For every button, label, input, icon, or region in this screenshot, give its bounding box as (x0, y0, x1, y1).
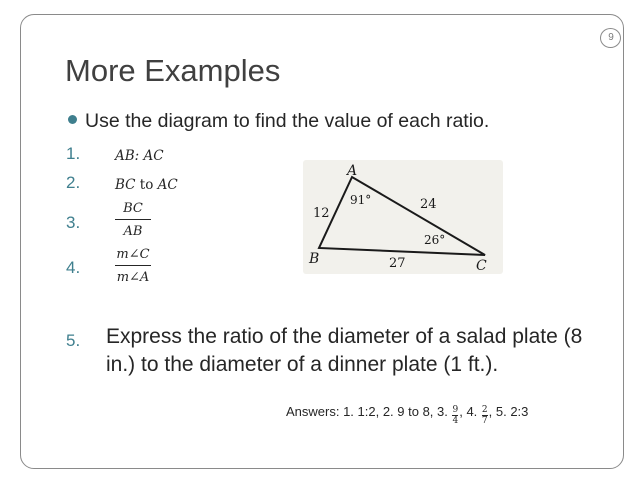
item-2-part-c: AC (157, 177, 178, 193)
item-1-ratio: AB: AC (115, 148, 164, 164)
angle-c-label: 26° (424, 233, 446, 247)
answer-3-denominator: 4 (452, 416, 459, 426)
problem-5-text: Express the ratio of the diameter of a salad plate (8 in.) to the diameter of a dinner plate (1 ft.). (106, 325, 583, 376)
intro-text: Use the diagram to find the value of each ratio. (85, 110, 490, 132)
item-number-2: 2. (66, 173, 81, 192)
vertex-b-label: B (309, 251, 320, 267)
intro-bullet (68, 110, 489, 133)
item-number-4: 4. (66, 258, 81, 277)
item-2-part-a: BC (115, 177, 136, 193)
item-number-5: 5. (66, 331, 81, 350)
side-ab-label: 12 (313, 206, 330, 221)
side-ac-label: 24 (420, 197, 437, 212)
item-3-numerator: BC (123, 201, 143, 216)
item-4-fraction (113, 247, 153, 285)
answer-3-numerator: 9 (452, 405, 459, 415)
answers-mid: , 4. (459, 404, 481, 419)
fraction-bar (115, 265, 151, 266)
item-4-numerator: m∠C (116, 247, 150, 262)
triangle-figure (303, 160, 503, 274)
answer-4-denominator: 7 (481, 416, 488, 426)
angle-a-label: 91° (350, 193, 372, 207)
item-number-1: 1. (66, 144, 81, 163)
slide-title: More Examples (65, 53, 281, 88)
answer-4-numerator: 2 (481, 405, 488, 415)
triangle-diagram (303, 160, 503, 274)
item-3-fraction (113, 201, 153, 239)
item-2-part-b: to (135, 177, 158, 193)
side-bc-label: 27 (389, 256, 406, 271)
answer-4-fraction (482, 405, 488, 426)
slide-number: 9 (608, 32, 614, 43)
item-4-denominator: m∠A (116, 270, 150, 285)
answers-prefix: Answers: 1. 1:2, 2. 9 to 8, 3. (286, 404, 452, 419)
item-number-3: 3. (66, 213, 81, 232)
bullet-icon (68, 115, 77, 124)
item-2-ratio (115, 177, 178, 193)
answer-3-fraction (452, 405, 458, 426)
item-3-denominator: AB (123, 224, 143, 239)
answers-suffix: , 5. 2:3 (488, 404, 529, 419)
vertex-c-label: C (476, 258, 487, 274)
answers-line (286, 404, 528, 426)
fraction-bar (115, 219, 151, 220)
vertex-a-label: A (347, 163, 358, 179)
triangle-shape (319, 177, 485, 255)
